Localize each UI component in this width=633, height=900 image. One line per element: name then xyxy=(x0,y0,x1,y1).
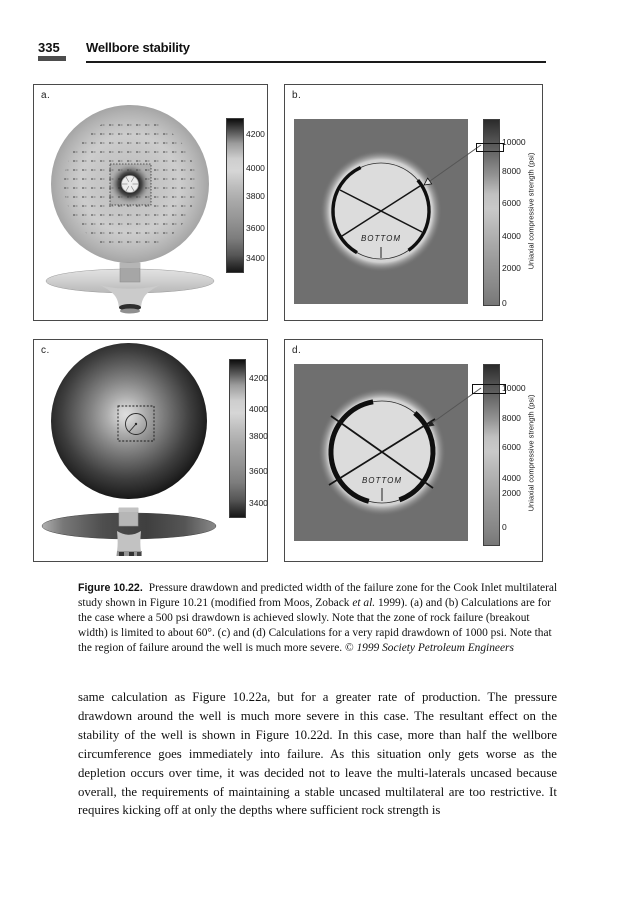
figure-caption-label: Figure 10.22. xyxy=(78,582,143,595)
panel-d-label: d. xyxy=(292,345,302,356)
colorbar-tick: 4200 xyxy=(246,129,265,139)
page-number-underline xyxy=(38,56,66,61)
page-number: 335 xyxy=(38,40,60,55)
figure-caption xyxy=(78,581,558,655)
stem-mark xyxy=(119,552,124,556)
colorbar-tick: 6000 xyxy=(502,198,521,208)
figure-panel-d xyxy=(284,339,543,562)
colorbar-tick: 4000 xyxy=(502,473,521,483)
caption-etal: et al. xyxy=(352,597,376,610)
colorbar-tick: 8000 xyxy=(502,413,521,423)
caption-text: 1999). (a) and (b) Calculations are for the case where a 500 psi drawdown is achieved slowly. Note that the zone of rock failure (breakout width) is limited to about 60°. (c) and (d) Calculations for a very rapid drawdown of 1000 psi. Note that the region of failure around the well is much more severe. © xyxy=(78,597,552,654)
colorbar-tick: 0 xyxy=(502,298,507,308)
colorbar-marker xyxy=(476,143,504,152)
colorbar-tick: 4000 xyxy=(246,163,265,173)
colorbar-tick: 6000 xyxy=(502,442,521,452)
figure-panel-b xyxy=(284,84,543,321)
body-paragraph: same calculation as Figure 10.22a, but for a greater rate of production. The pressure drawdown around the well is much more severe in this case. The resultant effect on the stability of the well is shown in Figure 10.22d. In this case, more than half the wellbore circumference goes immediately into failure. As this situation only gets worse as the depletion occurs over time, it was decided not to leave the multi-laterals uncased because overall, the requirements of maintaining a stable uncased multilateral are too restrictive. It requires kicking off at only the depths where sufficient rock strength is xyxy=(78,690,557,818)
figure-panel-a xyxy=(33,84,268,321)
colorbar-tick: 4000 xyxy=(249,404,268,414)
caption-text: Pressure drawdown and predicted width of the failure zone for the Cook Inlet multilateral study shown in Figure 10.21 (modified from Moos, Zoback xyxy=(78,582,558,610)
panel-b-label: b. xyxy=(292,90,302,101)
colorbar-tick: 8000 xyxy=(502,166,521,176)
panel-c-colorbar xyxy=(229,359,246,518)
colorbar-tick: 3400 xyxy=(249,498,268,508)
funnel-lip xyxy=(120,309,140,314)
colorbar-axis-label: Uniaxial compressive strength (psi) xyxy=(526,394,536,512)
side-view-cube xyxy=(120,263,140,282)
colorbar-tick: 0 xyxy=(502,522,507,532)
colorbar-tick: 2000 xyxy=(502,263,521,273)
running-header-title: Wellbore stability xyxy=(86,40,190,55)
colorbar-marker xyxy=(472,384,506,394)
panel-a-colorbar xyxy=(226,118,244,273)
stem-mark xyxy=(137,552,141,556)
colorbar-tick: 3400 xyxy=(246,253,265,263)
colorbar-tick: 4000 xyxy=(502,231,521,241)
colorbar-tick: 10000 xyxy=(502,383,526,393)
panel-c-label: c. xyxy=(41,345,50,356)
panel-a-label: a. xyxy=(41,90,51,101)
figure-panel-c xyxy=(33,339,268,562)
colorbar-tick: 3800 xyxy=(246,191,265,201)
colorbar-axis-label: Uniaxial compressive strength (psi) xyxy=(526,152,536,270)
colorbar-tick: 2000 xyxy=(502,488,521,498)
side-view-cube xyxy=(119,508,138,526)
header-rule xyxy=(86,61,546,63)
bottom-label: BOTTOM xyxy=(360,234,402,243)
colorbar-tick: 4200 xyxy=(249,373,268,383)
bottom-label: BOTTOM xyxy=(361,476,403,485)
stem-mark xyxy=(129,552,134,556)
colorbar-tick: 3600 xyxy=(249,466,268,476)
stress-disk xyxy=(51,343,207,499)
colorbar-tick: 3800 xyxy=(249,431,268,441)
colorbar-tick: 3600 xyxy=(246,223,265,233)
caption-copyright: 1999 Society Petroleum Engineers xyxy=(356,641,514,654)
colorbar-tick: 10000 xyxy=(502,137,526,147)
